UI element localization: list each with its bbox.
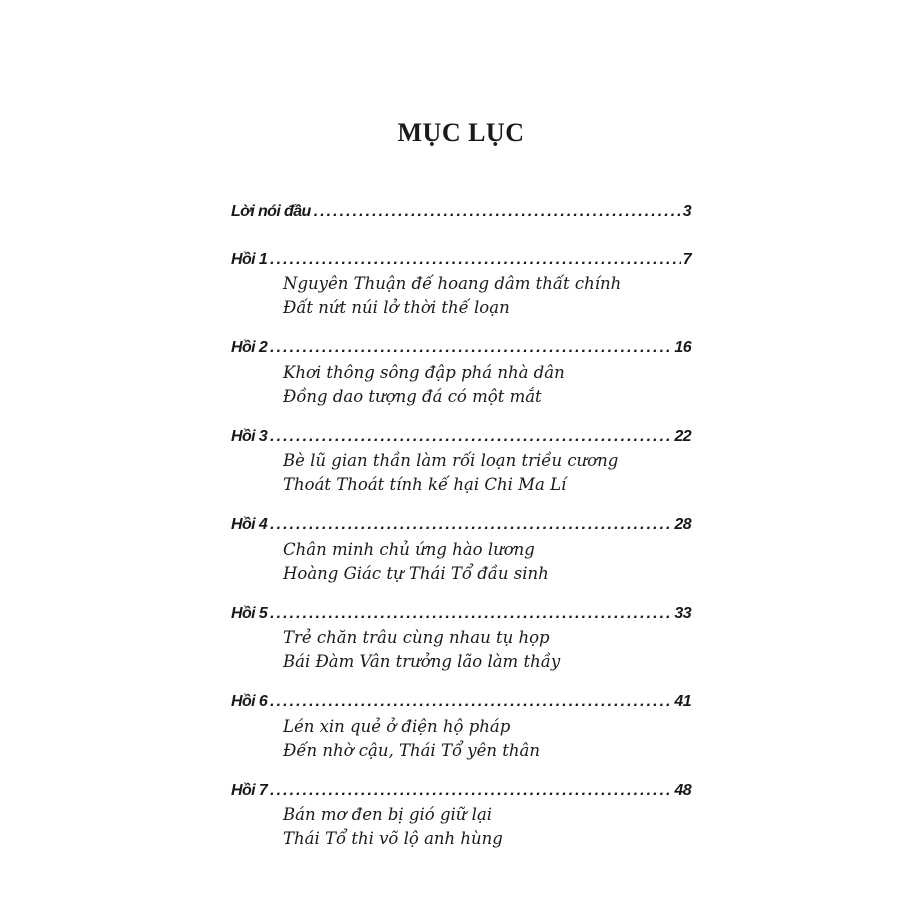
toc-entry-label: Hồi 4 — [231, 516, 268, 533]
toc-entry-label: Hồi 1 — [231, 251, 268, 268]
toc-chapter-line: Bái Đàm Vân trưởng lão làm thầy — [283, 652, 561, 671]
toc-chapter-line: Bè lũ gian thần làm rối loạn triều cương — [283, 451, 619, 470]
toc-entry-label: Hồi 2 — [231, 339, 268, 356]
toc-entry-page: 33 — [674, 605, 691, 622]
toc-entry-chapter-3 — [231, 428, 691, 450]
toc-chapter-line: Khơi thông sông đập phá nhà dân — [283, 363, 565, 382]
toc-entry-chapter-6 — [231, 693, 691, 715]
toc-leader-dots — [270, 428, 672, 446]
toc-entry-page: 7 — [682, 251, 691, 268]
toc-chapter-line: Đồng dao tượng đá có một mắt — [283, 387, 542, 406]
toc-chapter-line: Lén xin quẻ ở điện hộ pháp — [283, 717, 511, 736]
toc-entry-label: Lời nói đầu — [231, 203, 311, 220]
toc-chapter-line: Nguyên Thuận đế hoang dâm thất chính — [283, 274, 622, 293]
toc-entry-chapter-5 — [231, 605, 691, 627]
toc-chapter-line: Trẻ chăn trâu cùng nhau tụ họp — [283, 628, 550, 647]
toc-chapter-line: Thái Tổ thi võ lộ anh hùng — [283, 829, 503, 848]
toc-entry-page: 28 — [674, 516, 691, 533]
toc-entry-chapter-1 — [231, 251, 691, 273]
toc-entry-label: Hồi 7 — [231, 782, 268, 799]
toc-chapter-line: Hoàng Giác tự Thái Tổ đầu sinh — [283, 564, 549, 583]
toc-chapter-line: Đến nhờ cậu, Thái Tổ yên thân — [283, 741, 540, 760]
toc-leader-dots — [270, 605, 672, 623]
toc-chapter-line: Thoát Thoát tính kế hại Chi Ma Lí — [283, 475, 567, 494]
toc-entry-page: 41 — [674, 693, 691, 710]
toc-entry-chapter-7 — [231, 782, 691, 804]
toc-entry-page: 22 — [674, 428, 691, 445]
page-title: MỤC LỤC — [397, 118, 525, 147]
toc-leader-dots — [314, 203, 681, 221]
toc-entry-page: 16 — [674, 339, 691, 356]
toc-entry-label: Hồi 6 — [231, 693, 268, 710]
toc-entry-page: 48 — [674, 782, 691, 799]
toc-entry-chapter-4 — [231, 516, 691, 538]
toc-leader-dots — [270, 693, 672, 711]
toc-chapter-line: Bán mơ đen bị gió giữ lại — [283, 805, 493, 824]
toc-entry-label: Hồi 5 — [231, 605, 268, 622]
toc-leader-dots — [270, 516, 672, 534]
toc-leader-dots — [270, 339, 672, 357]
toc-entry-page: 3 — [682, 203, 691, 220]
toc-entry-preface — [231, 203, 691, 225]
toc-entry-chapter-2 — [231, 339, 691, 361]
toc-chapter-line: Chân minh chủ ứng hào lương — [283, 540, 535, 559]
toc-entry-label: Hồi 3 — [231, 428, 268, 445]
toc-leader-dots — [270, 782, 672, 800]
toc-leader-dots — [270, 251, 681, 269]
toc-chapter-line: Đất nứt núi lở thời thế loạn — [283, 298, 510, 317]
